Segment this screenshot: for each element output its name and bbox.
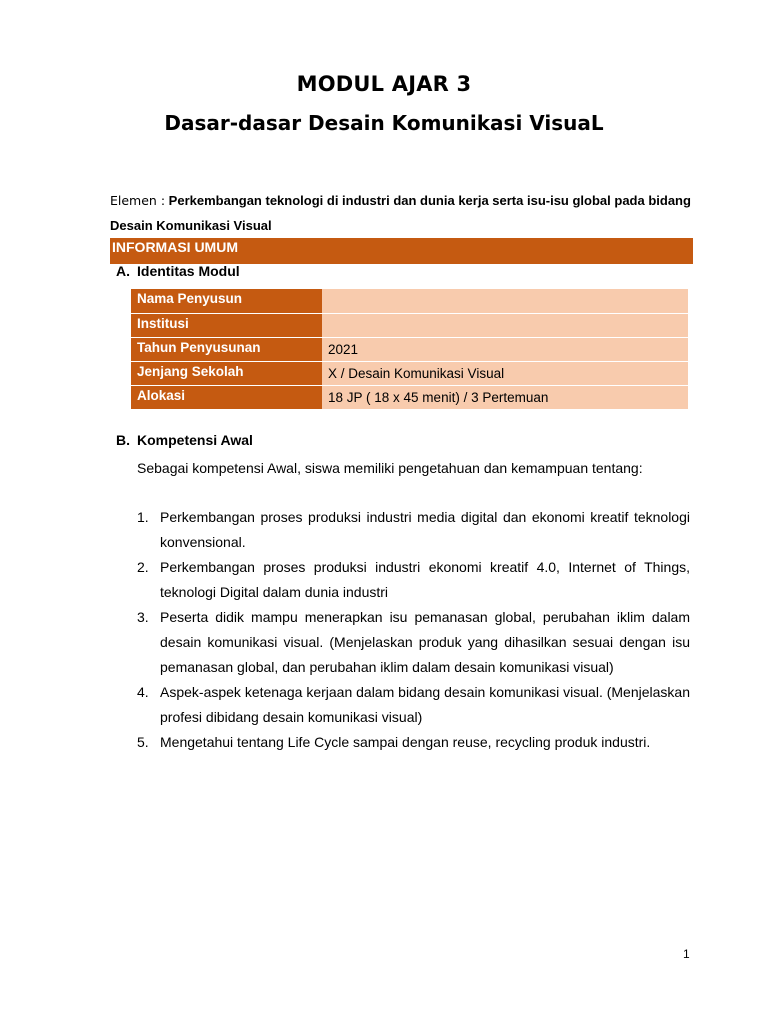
table-row xyxy=(131,337,688,361)
table-row xyxy=(131,361,688,385)
list-item xyxy=(137,505,690,555)
list-text: Mengetahui tentang Life Cycle sampai dengan reuse, recycling produk industri. xyxy=(160,734,651,750)
list-text: Perkembangan proses produksi industri ekonomi kreatif 4.0, Internet of Things, teknologi Digital dalam dunia industri xyxy=(160,559,690,600)
identitas-value: 18 JP ( 18 x 45 menit) / 3 Pertemuan xyxy=(322,385,688,409)
identitas-label: Tahun Penyusunan xyxy=(131,337,322,361)
list-item xyxy=(137,555,690,605)
table-row xyxy=(131,385,688,409)
identitas-label: Institusi xyxy=(131,313,322,337)
identitas-label: Nama Penyusun xyxy=(131,289,322,313)
section-a-letter: A. xyxy=(116,263,130,279)
section-b-heading xyxy=(116,432,253,448)
kompetensi-intro: Sebagai kompetensi Awal, siswa memiliki pengetahuan dan kemampuan tentang: xyxy=(137,460,643,476)
list-number: 3. xyxy=(137,609,149,625)
list-item xyxy=(137,730,690,755)
identitas-label: Alokasi xyxy=(131,385,322,409)
section-a-title: Identitas Modul xyxy=(137,263,240,279)
section-b-letter: B. xyxy=(116,432,130,448)
list-number: 4. xyxy=(137,684,149,700)
list-item xyxy=(137,680,690,730)
list-number: 1. xyxy=(137,509,149,525)
list-text: Aspek-aspek ketenaga kerjaan dalam bidang desain komunikasi visual. (Menjelaskan profesi dibidang desain komunikasi visual) xyxy=(160,684,690,725)
identitas-table xyxy=(131,289,688,410)
identitas-value: 2021 xyxy=(322,337,688,361)
table-row xyxy=(131,313,688,337)
document-subtitle: Dasar-dasar Desain Komunikasi VisuaL xyxy=(164,111,604,135)
informasi-umum-header: INFORMASI UMUM xyxy=(110,238,693,264)
kompetensi-list xyxy=(137,505,690,755)
list-text: Perkembangan proses produksi industri media digital dan ekonomi kreatif teknologi konvensional. xyxy=(160,509,690,550)
elemen-label: Elemen : xyxy=(110,193,166,208)
identitas-value xyxy=(322,313,688,337)
list-number: 2. xyxy=(137,559,149,575)
identitas-value: X / Desain Komunikasi Visual xyxy=(322,361,688,385)
list-item xyxy=(137,605,690,680)
list-text: Peserta didik mampu menerapkan isu pemanasan global, perubahan iklim dalam desain komunikasi visual. (Menjelaskan produk yang dihasilkan sesuai dengan isu pemanasan global, dan perubahan iklim dalam desain komunikasi visual) xyxy=(160,609,690,675)
page-number: 1 xyxy=(683,947,690,961)
document-title: MODUL AJAR 3 xyxy=(296,72,472,96)
elemen-value: Perkembangan teknologi di industri dan dunia kerja serta isu-isu global pada bidang Desain Komunikasi Visual xyxy=(110,193,691,233)
section-a-heading xyxy=(116,263,240,279)
table-row xyxy=(131,289,688,313)
elemen-paragraph xyxy=(110,188,700,238)
list-number: 5. xyxy=(137,734,149,750)
identitas-value xyxy=(322,289,688,313)
section-b-title: Kompetensi Awal xyxy=(137,432,253,448)
identitas-label: Jenjang Sekolah xyxy=(131,361,322,385)
